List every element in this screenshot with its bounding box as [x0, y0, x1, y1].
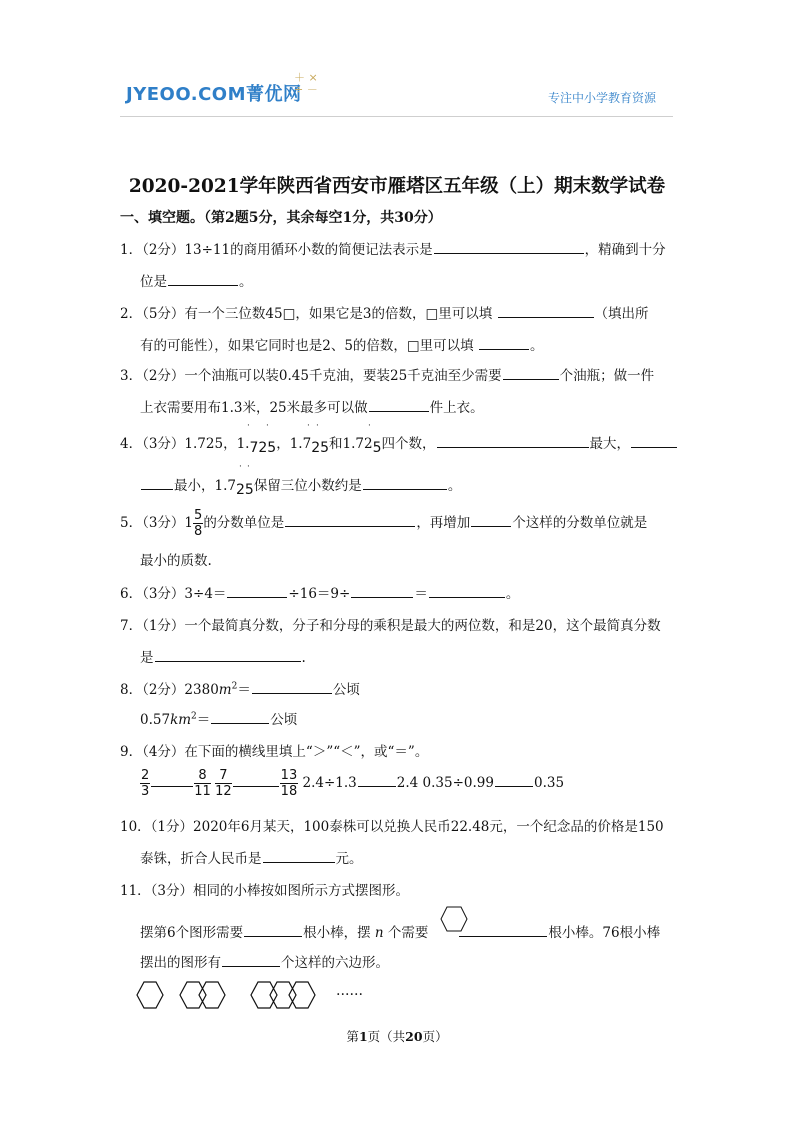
q1-blank-1[interactable] — [434, 240, 584, 254]
question-10-line-1 — [120, 815, 664, 835]
q6-text: ＝ — [414, 586, 428, 602]
hexagon-fig2-1 — [180, 982, 206, 1008]
question-4-line-2 — [140, 474, 461, 498]
q9-fraction: $\frac{7}{12}$ — [215, 768, 232, 799]
q2-text: 。 — [529, 338, 544, 354]
continuation-dots: …… — [336, 983, 363, 999]
q9-fraction: $\frac{2}{3}$ — [141, 768, 150, 799]
q3-text: 上衣需要用布1.3米，25米最多可以做 — [140, 400, 368, 416]
hexagon-fig2-2 — [199, 982, 225, 1008]
question-9-line-1 — [120, 740, 428, 760]
q1-text: ，精确到十分 — [584, 242, 666, 258]
q9-text: 2.4 0.35÷0.99 — [396, 775, 494, 791]
q4-text: 4．（3分）1.725，1. — [120, 436, 250, 452]
q3-blank-1[interactable] — [503, 366, 559, 380]
repeat-dot: · — [266, 421, 269, 431]
repeat-dot: · — [247, 462, 250, 472]
q7-text: 7．（1分）一个最简真分数，分子和分母的乘积是最大的两位数，和是20，这个最简真分数 — [120, 618, 661, 634]
q4-text: 四个数， — [381, 436, 436, 452]
q1-text: 。 — [239, 274, 253, 290]
q11-blank-1[interactable] — [244, 923, 302, 937]
q4-text: 和1.72 — [329, 436, 373, 452]
q8-text: 公顷 — [332, 682, 360, 698]
q11-text: 摆第6个图形需要 — [140, 925, 244, 941]
q11-text: 根小棒。76根小棒 — [548, 925, 661, 941]
q10-text: 10．（1分）2020年6月某天，100泰株可以兑换人民币22.48元，一个纪念品的价格是150 — [120, 819, 664, 835]
hexagon-fig3-3 — [289, 982, 315, 1008]
q11-text: 根小棒，摆 — [303, 925, 371, 941]
q3-text: 3．（2分）一个油瓶可以装0.45千克油，要装25千克油至少需要 — [120, 368, 502, 384]
q11-text: 个这样的六边形。 — [281, 955, 389, 971]
q3-text: 个油瓶；做一件 — [559, 368, 655, 384]
repeat-dot: · — [368, 421, 371, 431]
section-heading: 一、填空题。（第2题5分，其余每空1分，共30分） — [120, 210, 442, 226]
q8-blank-2[interactable] — [211, 710, 269, 724]
q4-text: 最小，1.7 — [174, 478, 236, 494]
q9-fraction: $\frac{13}{18}$ — [280, 768, 298, 799]
repeat-dot: · — [316, 421, 319, 431]
q6-blank-2[interactable] — [351, 584, 413, 598]
q2-text: 有的可能性），如果它同时也是2、5的倍数，□里可以填 — [140, 338, 474, 354]
q5-text: 的分数单位是 — [203, 515, 285, 531]
q6-text: ÷16＝9÷ — [288, 586, 351, 602]
q8-blank-1[interactable] — [252, 680, 332, 694]
q11-text: 个需要 — [387, 925, 429, 941]
q8-unit: km — [170, 712, 192, 728]
q9-blank-1[interactable] — [151, 773, 193, 787]
q10-text: 泰铢，折合人民币是 — [140, 851, 262, 867]
q9-blank-3[interactable] — [358, 773, 396, 787]
q5-text: 5．（3分）1 — [120, 515, 194, 531]
q4-repeating: 725 — [249, 440, 277, 456]
logo-math-symbols: ＋ × ÷ － — [294, 71, 318, 96]
q2-text: （填出所 — [594, 306, 649, 322]
q9-blank-2[interactable] — [233, 773, 279, 787]
q7-text: 是 — [140, 650, 154, 666]
q6-text: 6．（3分）3÷4＝ — [120, 586, 227, 602]
q4-text: ，1.7 — [276, 436, 312, 452]
repeat-dot: · — [307, 421, 310, 431]
q6-blank-3[interactable] — [429, 584, 505, 598]
q8-text: 公顷 — [270, 712, 298, 728]
question-1-line-1 — [120, 238, 666, 258]
q5-text: 最小的质数. — [140, 553, 212, 569]
q2-text: 2．（5分）有一个三位数45□，如果它是3的倍数，□里可以填 — [120, 306, 493, 322]
q6-blank-1[interactable] — [227, 584, 287, 598]
q8-exponent: 2 — [231, 681, 238, 692]
question-5-line-2 — [140, 549, 212, 569]
q10-blank[interactable] — [263, 849, 335, 863]
page-number: 1 — [358, 1029, 368, 1044]
q7-blank[interactable] — [155, 648, 301, 662]
question-3-line-1 — [120, 364, 654, 384]
page-title: 2020-2021学年陕西省西安市雁塔区五年级（上）期末数学试卷 — [128, 176, 666, 197]
q3-blank-2[interactable] — [369, 398, 429, 412]
q4-repeating: 25 — [235, 482, 254, 498]
question-7-line-1 — [120, 614, 661, 634]
q5-text: ，再增加 — [416, 515, 471, 531]
q8-text: 8．（2分）2380 — [120, 682, 219, 698]
q10-text: 元。 — [335, 851, 363, 867]
hexagon-fig1-1 — [137, 982, 163, 1008]
question-4-line-1 — [120, 432, 678, 456]
q4-blank-2-cont[interactable] — [141, 476, 173, 490]
q4-text: 保留三位小数约是 — [253, 478, 362, 494]
q8-text: 0.57 — [140, 712, 171, 728]
q1-blank-2[interactable] — [168, 272, 238, 286]
question-2-line-2 — [140, 334, 543, 354]
question-10-line-2 — [140, 847, 363, 867]
q7-text: . — [301, 650, 306, 666]
total-pages: 20 — [405, 1029, 423, 1044]
q11-text: 11．（3分）相同的小棒按如图所示方式摆图形。 — [120, 883, 410, 899]
q8-unit: m — [218, 682, 232, 698]
q5-text: 个这样的分数单位就是 — [512, 515, 648, 531]
question-11-line-1 — [120, 879, 409, 899]
q4-text: 。 — [447, 478, 462, 494]
q8-text: ＝ — [237, 682, 251, 698]
page-footer: 第1页（共20页） — [346, 1029, 448, 1044]
q9-blank-4[interactable] — [495, 773, 533, 787]
q11-blank-3[interactable] — [222, 953, 280, 967]
q4-repeating: 5 — [372, 440, 382, 456]
q6-text: 。 — [505, 586, 520, 602]
q2-blank-1[interactable] — [498, 304, 594, 318]
question-11-line-3 — [140, 951, 389, 971]
q11-blank-2[interactable] — [459, 923, 547, 937]
q4-blank-2[interactable] — [631, 434, 677, 448]
jyeoo-logo: JYEOO.COM菁优网 — [126, 84, 302, 105]
repeat-dot: · — [239, 462, 242, 472]
question-11-line-2 — [140, 921, 660, 941]
q4-blank-1[interactable] — [437, 434, 589, 448]
q9-text: 2.4÷1.3 — [302, 775, 357, 791]
question-9-line-2 — [140, 768, 564, 799]
q11-text: 摆出的图形有 — [140, 955, 221, 971]
header-divider — [120, 116, 673, 117]
question-5-line-1 — [120, 508, 647, 539]
q1-text: 位是 — [140, 274, 167, 290]
repeat-dot: · — [247, 421, 250, 431]
q9-text: 0.35 — [533, 775, 565, 791]
hexagon-fig3-1 — [251, 982, 277, 1008]
q8-text: ＝ — [196, 712, 211, 728]
question-8-line-1 — [120, 678, 360, 698]
question-8-line-2 — [140, 708, 297, 728]
q4-blank-3[interactable] — [363, 476, 447, 490]
q9-text: 9．（4分）在下面的横线里填上“＞”“＜”，或“＝”。 — [120, 744, 429, 760]
q1-text: 1．（2分）13÷11的商用循环小数的简便记法表示是 — [120, 242, 433, 258]
question-2-line-1 — [120, 302, 649, 322]
hexagon-fig3-2 — [270, 982, 296, 1008]
tagline: 专注中小学教育资源 — [548, 91, 657, 105]
q5-fraction: $\frac{5}{8}$ — [194, 508, 203, 539]
q11-variable-n: n — [374, 925, 384, 941]
q8-exponent: 2 — [191, 711, 197, 722]
question-7-line-2 — [140, 646, 306, 666]
question-1-line-2 — [140, 270, 253, 290]
q3-text: 件上衣。 — [429, 400, 484, 416]
question-6 — [120, 582, 519, 602]
q5-blank-1[interactable] — [285, 513, 415, 527]
q5-blank-2[interactable] — [471, 513, 511, 527]
q4-repeating: 25 — [311, 440, 330, 456]
q4-text: 最大， — [589, 436, 630, 452]
question-3-line-2 — [140, 396, 484, 416]
hexagon-figures — [136, 980, 336, 1010]
q2-blank-2[interactable] — [479, 336, 529, 350]
q9-fraction: $\frac{8}{11}$ — [194, 768, 211, 799]
